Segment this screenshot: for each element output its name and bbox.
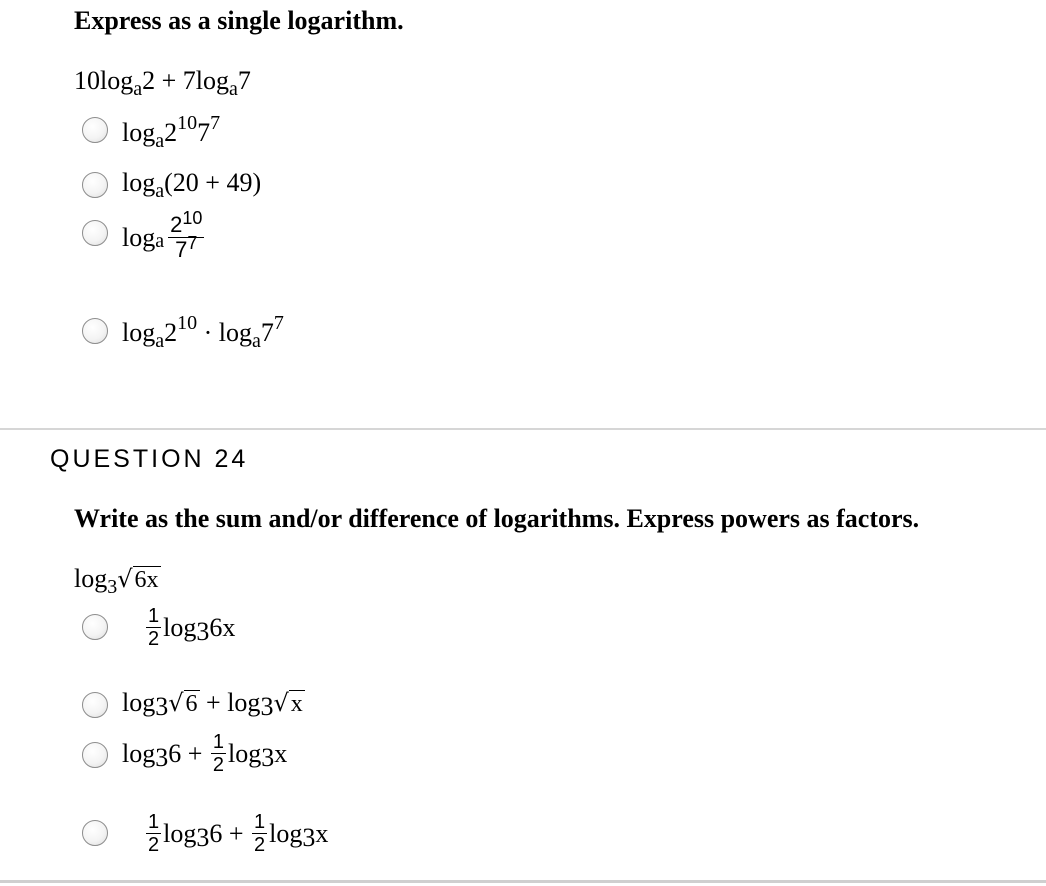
radio-option-b[interactable]: [82, 172, 108, 198]
log-base: 3: [261, 742, 275, 772]
option-d-label: [144, 812, 328, 855]
log-arg: 6: [209, 818, 223, 848]
question-prompt: Write as the sum and/or difference of logarithms. Express powers as factors.: [74, 504, 920, 533]
log-word: log: [228, 738, 262, 768]
power-base: 7: [260, 318, 274, 347]
log-word: log: [74, 564, 108, 593]
log-word: log: [163, 612, 197, 642]
log-word: log: [122, 118, 156, 147]
log-base: 3: [196, 822, 210, 852]
sqrt-icon: √6x: [117, 565, 159, 593]
fraction-numerator: 1: [212, 731, 225, 753]
log-arg: (20 + 49): [164, 168, 262, 197]
fraction: [146, 606, 161, 649]
log-base: 3: [155, 692, 169, 721]
question-divider: [0, 428, 1046, 430]
option-c-label: [122, 208, 206, 262]
radio-option-d[interactable]: [82, 318, 108, 344]
question-number-label: QUESTION 24: [50, 445, 249, 473]
log-base: a: [252, 330, 261, 352]
log-word: log: [122, 688, 156, 717]
fraction: [146, 812, 161, 855]
coefficient: 7: [182, 66, 196, 95]
fraction: [252, 812, 267, 855]
log-word: log: [122, 738, 156, 768]
radicand: 6: [185, 691, 198, 717]
power-exponent: 10: [177, 312, 198, 334]
radicand: x: [290, 691, 303, 717]
radio-option-b[interactable]: [82, 692, 108, 718]
log-arg: x: [274, 738, 288, 768]
radio-option-c[interactable]: [82, 742, 108, 768]
power-exponent: 10: [182, 208, 203, 228]
fraction-denominator: 2: [254, 834, 266, 856]
fraction-denominator: 2: [148, 834, 160, 856]
log-base: a: [155, 130, 165, 152]
power-exponent: 10: [177, 112, 198, 134]
plus-sign: +: [199, 688, 228, 717]
log-arg: 6x: [209, 612, 236, 642]
fraction-denominator: 2: [212, 754, 225, 776]
question-expression: [74, 66, 251, 100]
log-word: log: [100, 66, 134, 95]
log-base: 3: [107, 576, 118, 598]
log-base: a: [155, 330, 165, 352]
power-exponent: 7: [210, 112, 221, 134]
log-arg: x: [315, 818, 329, 848]
option-a-label: [144, 606, 235, 649]
log-word: log: [227, 688, 261, 717]
radicand: 6x: [134, 567, 159, 593]
power-exponent: 7: [273, 312, 284, 334]
coefficient: 10: [74, 66, 100, 95]
log-base: 3: [155, 742, 169, 772]
fraction: [211, 732, 226, 775]
bottom-divider: [0, 880, 1046, 883]
power-base: 7: [197, 118, 211, 147]
radio-option-a[interactable]: [82, 117, 108, 143]
option-d-label: [122, 312, 284, 352]
log-word: log: [122, 222, 156, 252]
radio-option-a[interactable]: [82, 614, 108, 640]
radio-option-c[interactable]: [82, 220, 108, 246]
question-expression: [74, 564, 161, 598]
log-arg: 6: [168, 738, 182, 768]
log-arg: 2: [142, 66, 156, 95]
power-base: 2: [164, 318, 178, 347]
log-word: log: [163, 818, 197, 848]
sqrt-icon: √x: [273, 689, 303, 717]
fraction-denominator: 2: [148, 628, 160, 650]
log-base: a: [155, 180, 165, 202]
power-base: 2: [170, 212, 183, 237]
log-word: log: [218, 318, 253, 347]
option-b-label: [122, 688, 305, 721]
log-word: log: [122, 318, 156, 347]
multiply-dot: ·: [197, 318, 219, 347]
power-base: 7: [175, 237, 188, 262]
log-word: log: [269, 818, 303, 848]
log-base: 3: [260, 692, 274, 721]
plus-sign: +: [181, 738, 209, 768]
sqrt-icon: √6: [168, 689, 198, 717]
log-base: a: [133, 78, 143, 100]
fraction-numerator: 1: [148, 811, 160, 833]
power-exponent: 7: [187, 233, 198, 253]
plus-sign: +: [155, 66, 183, 95]
option-a-label: [122, 112, 221, 152]
radio-option-d[interactable]: [82, 820, 108, 846]
plus-sign: +: [222, 818, 251, 848]
fraction-numerator: 1: [148, 605, 160, 627]
log-base: 3: [196, 616, 210, 646]
log-base: 3: [302, 822, 316, 852]
log-base: a: [229, 78, 238, 100]
log-arg: 7: [237, 66, 251, 95]
fraction: [168, 208, 204, 262]
log-base: a: [155, 230, 165, 252]
log-word: log: [195, 66, 230, 95]
log-word: log: [122, 168, 156, 197]
option-c-label: [122, 732, 287, 775]
fraction-numerator: 1: [254, 811, 266, 833]
question-prompt: Express as a single logarithm.: [74, 6, 404, 35]
option-b-label: [122, 168, 262, 202]
power-base: 2: [164, 118, 178, 147]
